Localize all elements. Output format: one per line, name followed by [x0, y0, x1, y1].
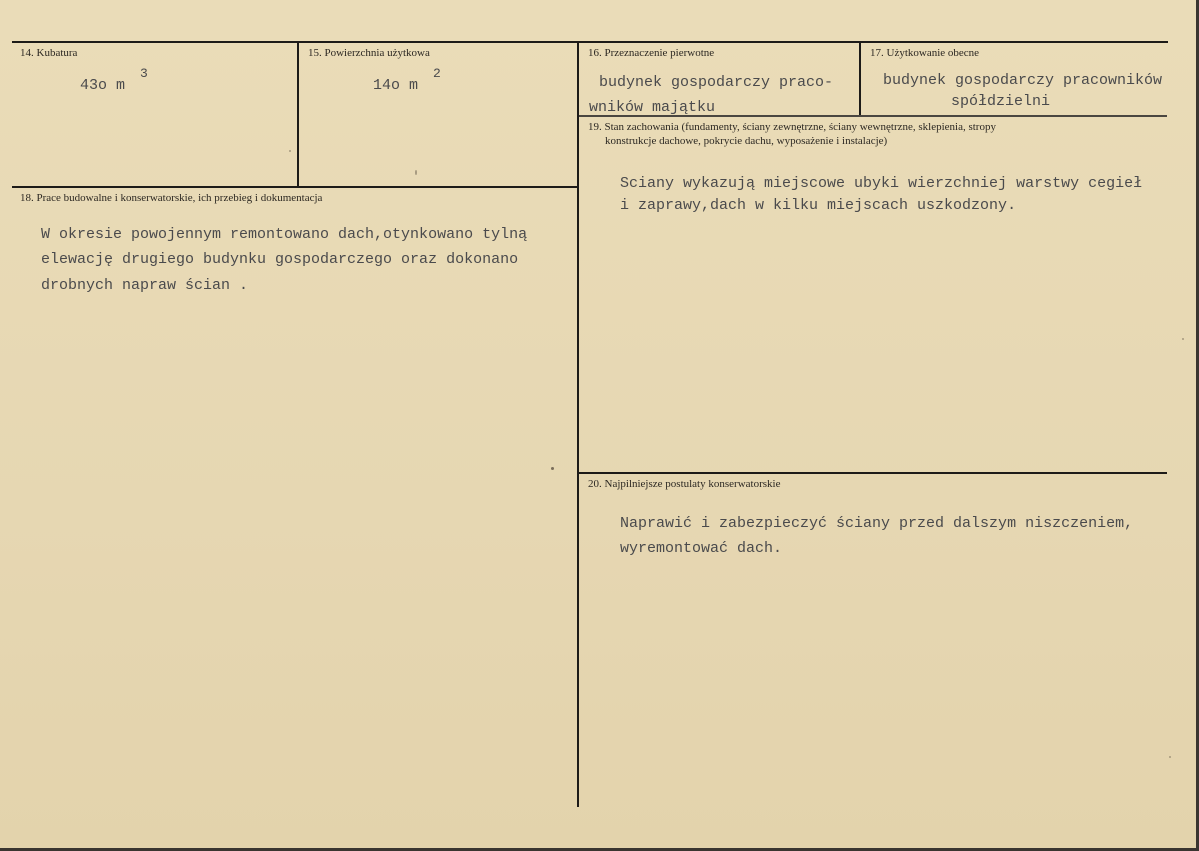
- paper-speck: [1169, 756, 1171, 758]
- kubatura-exponent: 3: [140, 66, 148, 81]
- uzytkowanie-line-1: budynek gospodarczy pracowników: [883, 72, 1163, 89]
- prace-line-3: drobnych napraw ścian .: [41, 277, 249, 294]
- prace-line-2: elewację drugiego budynku gospodarczego oraz dokonano: [41, 251, 519, 268]
- powierzchnia-label: 15. Powierzchnia użytkowa: [308, 47, 430, 59]
- paper-speck: [289, 150, 291, 152]
- rule-above-18: [12, 186, 577, 188]
- powierzchnia-exponent: 2: [433, 66, 441, 81]
- prace-line-1: W okresie powojennym remontowano dach,otynkowano tylną: [41, 226, 528, 243]
- stan-label-line-1: 19. Stan zachowania (fundamenty, ściany zewnętrzne, ściany wewnętrzne, sklepienia, stropy: [588, 121, 996, 133]
- stan-line-1: Sciany wykazują miejscowe ubyki wierzchniej warstwy cegieł: [620, 175, 1143, 192]
- stan-label-line-2: konstrukcje dachowe, pokrycie dachu, wyposażenie i instalacje): [605, 135, 888, 147]
- top-rule: [12, 41, 1168, 43]
- stan-line-2: i zaprawy,dach w kilku miejscach uszkodzony.: [620, 197, 1017, 214]
- divider-14-15: [297, 42, 299, 187]
- przeznaczenie-label: 16. Przeznaczenie pierwotne: [588, 47, 715, 59]
- divider-16-17: [859, 42, 861, 117]
- postulaty-line-2: wyremontować dach.: [620, 540, 783, 557]
- przeznaczenie-line-1: budynek gospodarczy praco-: [599, 74, 834, 91]
- postulaty-label: 20. Najpilniejsze postulaty konserwatorskie: [588, 478, 781, 490]
- paper-speck: [1182, 338, 1184, 340]
- prace-label: 18. Prace budowalne i konserwatorskie, ich przebieg i dokumentacja: [20, 192, 323, 204]
- uzytkowanie-label: 17. Użytkowanie obecne: [870, 47, 980, 59]
- uzytkowanie-line-2: spółdzielni: [951, 93, 1051, 110]
- paper-speck: [551, 467, 554, 470]
- kubatura-label: 14. Kubatura: [20, 47, 78, 59]
- postulaty-line-1: Naprawić i zabezpieczyć ściany przed dalszym niszczeniem,: [620, 515, 1134, 532]
- przeznaczenie-line-2: wników majątku: [589, 99, 716, 116]
- kubatura-value: 43o m: [80, 77, 126, 94]
- paper-speck: [415, 170, 417, 175]
- powierzchnia-value: 14o m: [373, 77, 419, 94]
- main-vertical-divider: [577, 42, 579, 807]
- rule-above-20: [579, 472, 1167, 474]
